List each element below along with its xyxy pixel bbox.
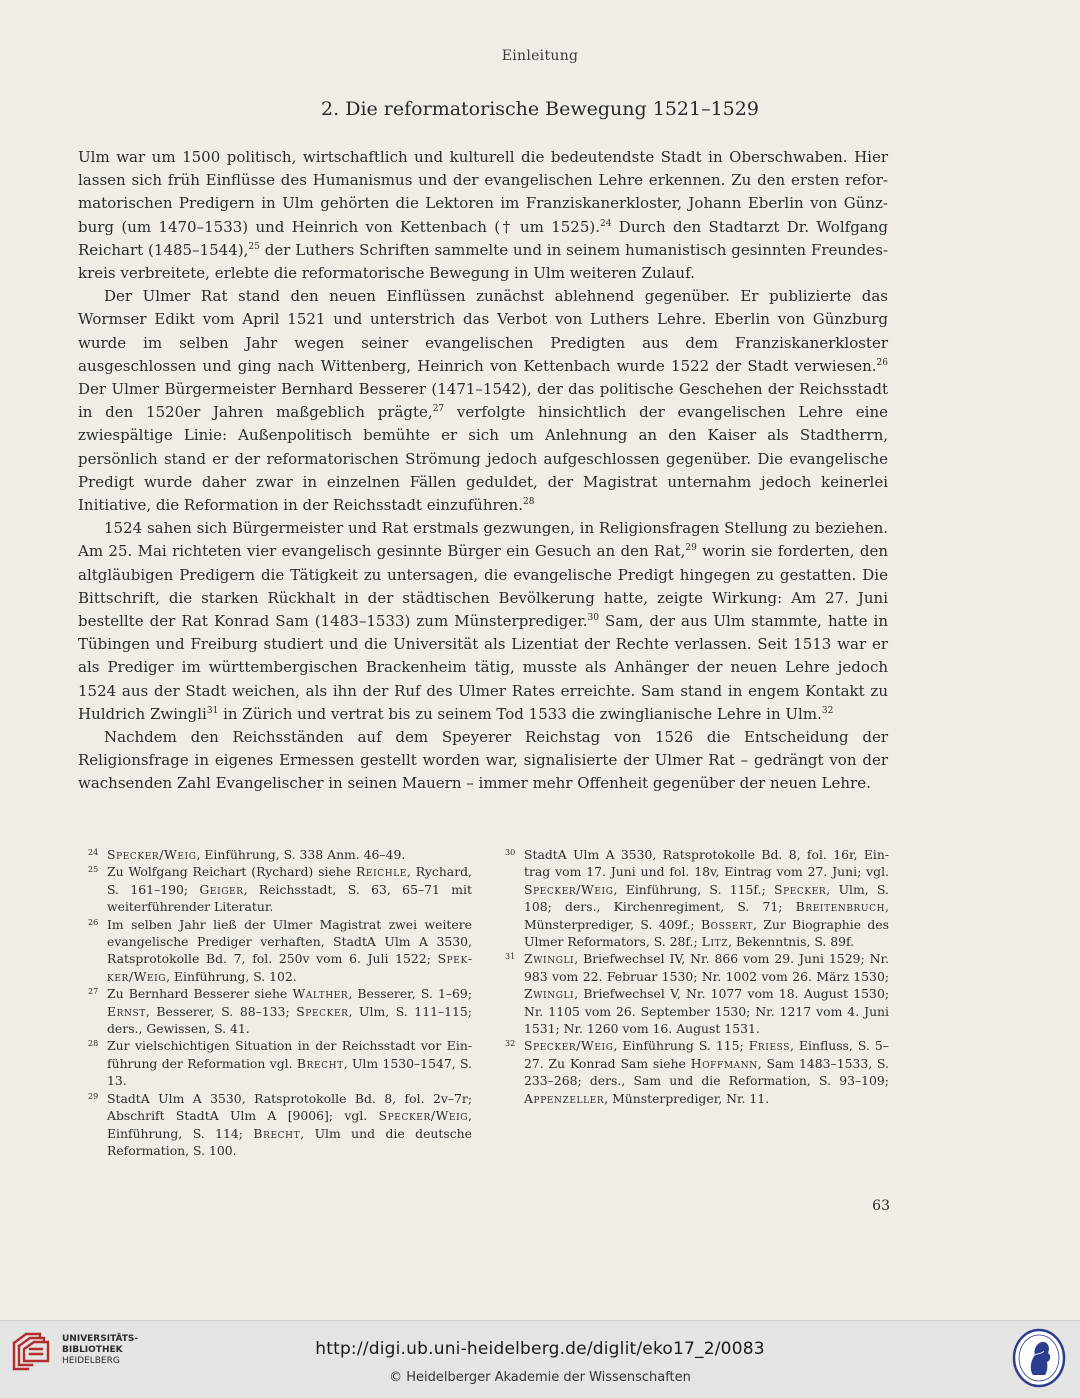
footnotes-right-column <box>505 846 889 1107</box>
footnotes-left-column <box>88 846 472 1159</box>
footnote-32: 32 Specker/Weig, Einführung S. 115; Friess, Einfluss, S. 5–27. Zu Konrad Sam siehe Hoffmann, Sam 1483–1533, S. 233–268; ders., Sam und die Reformation, S. 93–109; Appenzeller, Münsterprediger, Nr. 11. <box>505 1038 889 1106</box>
footnote-26: 26 Im selben Jahr ließ der Ulmer Magistrat zwei weitere evangelische Prediger verhaften, StadtA Ulm A 3530, Ratsprotokolle Bd. 7, fol. 250v vom 6. Juli 1522; Spekker/Weig, Einführung, S. 102. <box>88 916 472 984</box>
footnote-ref-25[interactable]: 25 <box>248 241 260 252</box>
university-library-logo-icon[interactable] <box>10 1329 55 1373</box>
footnote-ref-30[interactable]: 30 <box>587 613 599 624</box>
body-text <box>78 146 888 796</box>
footnote-25: 25 Zu Wolfgang Reichart (Rychard) siehe Reichle, Rychard, S. 161–190; Geiger, Reichsstadt, S. 63, 65–71 mit weiterführender Literatur. <box>88 864 472 915</box>
permalink-url[interactable]: http://digi.ub.uni-heidelberg.de/diglit/eko17_2/0083 <box>315 1339 765 1359</box>
footnote-ref-28[interactable]: 28 <box>522 497 535 508</box>
footnote-ref-32[interactable]: 32 <box>821 705 834 716</box>
paragraph-2: Der Ulmer Rat stand den neuen Einflüssen zunächst ablehnend gegenüber. Er publizierte das Wormser Edikt vom April 1521 und unterstrich das Verbot von Luthers Lehre. Eberlin von Günzburg wurde im selben Jahr wegen seiner evangelischen Predigten aus dem Franziskanerkloster ausgeschlossen und ging nach Wittenberg, Heinrich von Kettenbach wurde 1522 der Stadt verwiesen.$^{26}$ Der Ulmer Bürgermeister Bernhard Besserer (1471–1542), der das politische Geschehen der Reichsstadt in den 1520er Jahren maßgeblich prägte,$^{27}$ verfolgte hinsichtlich der evangelischen Lehre eine zwiespältige Linie: Außenpolitisch bemühte er sich um Anlehnung an den Kaiser als Stadtherrn, persönlich stand er der reformatorischen Strömung jedoch aufgeschlossen gegenüber. Die evangelische Predigt wurde daher zwar in einzelnen Fällen geduldet, der Magistrat unternahm jedoch keinerlei Initiative, die Reformation in der Reichsstadt einzuführen.$^{28}$ <box>78 287 888 515</box>
page-number: 63 <box>872 1198 890 1214</box>
footnote-30: 30 StadtA Ulm A 3530, Ratsprotokolle Bd. 8, fol. 16r, Eintrag vom 17. Juni und fol. 18v, Eintrag vom 27. Juni; vgl. Specker/Weig, Einführung, S. 115f.; Specker, Ulm, S. 108; ders., Kirchenregiment, S. 71; Breitenbruch, Münsterprediger, S. 409f.; Bossert, Zur Biographie des Ulmer Reformators, S. 28f.; Litz, Bekenntnis, S. 89f. <box>505 847 890 950</box>
footnote-31: 31 Zwingli, Briefwechsel IV, Nr. 866 vom 29. Juni 1529; Nr. 983 vom 22. Februar 1530; Nr. 1002 vom 26. März 1530; Zwingli, Briefwechsel V, Nr. 1077 vom 18. August 1530; Nr. 1105 vom 26. September 1530; Nr. 1217 vom 4. Juni 1531; Nr. 1260 vom 16. August 1531. <box>505 951 889 1037</box>
chapter-title: 2. Die reformatorische Bewegung 1521–1529 <box>321 98 759 120</box>
footnote-27: 27 Zu Bernhard Besserer siehe Walther, Besserer, S. 1–69; Ernst, Besserer, S. 88–133; Specker, Ulm, S. 111–115; ders., Gewissen, S. 41. <box>88 986 472 1037</box>
footnote-ref-24[interactable]: 24 <box>600 218 612 229</box>
footer-bar <box>0 1320 1080 1398</box>
academy-seal-icon[interactable] <box>1011 1327 1067 1389</box>
footnote-ref-31[interactable]: 31 <box>206 705 219 716</box>
copyright-notice: © Heidelberger Akademie der Wissenschaften <box>389 1370 691 1385</box>
running-head: Einleitung <box>501 48 579 64</box>
paragraph-4: Nachdem den Reichsständen auf dem Speyerer Reichstag von 1526 die Entscheidung der Religionsfrage in eigenes Ermessen gestellt worden war, signalisierte der Ulmer Rat – gedrängt von der wachsenden Zahl Evangelischer in seinen Mauern – immer mehr Offenheit gegenüber der neuen Lehre. <box>78 728 888 793</box>
university-library-name: UNIVERSITÄTS- BIBLIOTHEK HEIDELBERG <box>62 1334 139 1366</box>
paragraph-1: Ulm war um 1500 politisch, wirtschaftlich und kulturell die bedeutendste Stadt in Oberschwaben. Hier lassen sich früh Einflüsse des Humanismus und der evangelischen Lehre erkennen. Zu den ersten reformatorischen Predigern in Ulm gehörten die Lektoren im Franziskanerkloster, Johann Eberlin von Günzburg (um 1470–1533) und Heinrich von Kettenbach († um 1525).$^{24}$ Durch den Stadtarzt Dr. Wolfgang Reichart (1485–1544),$^{25}$ der Luthers Schriften sammelte und in seinem humanistisch gesinnten Freundeskreis verbreitete, erlebte die reformatorische Bewegung in Ulm weiteren Zulauf. <box>78 148 889 283</box>
footnote-ref-29[interactable]: 29 <box>685 543 697 554</box>
footnote-ref-27[interactable]: 27 <box>432 404 445 415</box>
footnote-28: 28 Zur vielschichtigen Situation in der Reichsstadt vor Einführung der Reformation vgl. Brecht, Ulm 1530–1547, S. 13. <box>88 1038 472 1089</box>
footnote-ref-26[interactable]: 26 <box>876 357 888 368</box>
paragraph-3: 1524 sahen sich Bürgermeister und Rat erstmals gezwungen, in Religionsfragen Stellung zu beziehen. Am 25. Mai richteten vier evangelisch gesinnte Bürger ein Gesuch an den Rat,$^{29}$ worin sie forderten, den altgläubigen Predigern die Tätigkeit zu untersagen, die evangelische Predigt hingegen zu gestatten. Die Bittschrift, die starken Rückhalt in der städtischen Bevölkerung hatte, zeigte Wirkung: Am 27. Juni bestellte der Rat Konrad Sam (1483–1533) zum Münsterprediger.$^{30}$ Sam, der aus Ulm stammte, hatte in Tübingen und Freiburg studiert und die Universität als Lizentiat der Rechte verlassen. Seit 1513 war er als Prediger im württembergischen Brackenheim tätig, musste als Anhänger der neuen Lehre jedoch 1524 aus der Stadt weichen, als ihn der Ruf des Ulmer Rates erreichte. Sam stand in engem Kontakt zu Huldrich Zwingli$^{31}$ in Zürich und vertrat bis zu seinem Tod 1533 die zwinglianische Lehre in Ulm.$^{32}$ <box>78 519 889 723</box>
footnote-29: 29 StadtA Ulm A 3530, Ratsprotokolle Bd. 8, fol. 2v–7r; Abschrift StadtA Ulm A [9006]; vgl. Specker/Weig, Einführung, S. 114; Brecht, Ulm und die deutsche Reformation, S. 100. <box>88 1090 472 1158</box>
footnote-24: 24 Specker/Weig, Einführung, S. 338 Anm. 46–49. <box>88 847 406 862</box>
